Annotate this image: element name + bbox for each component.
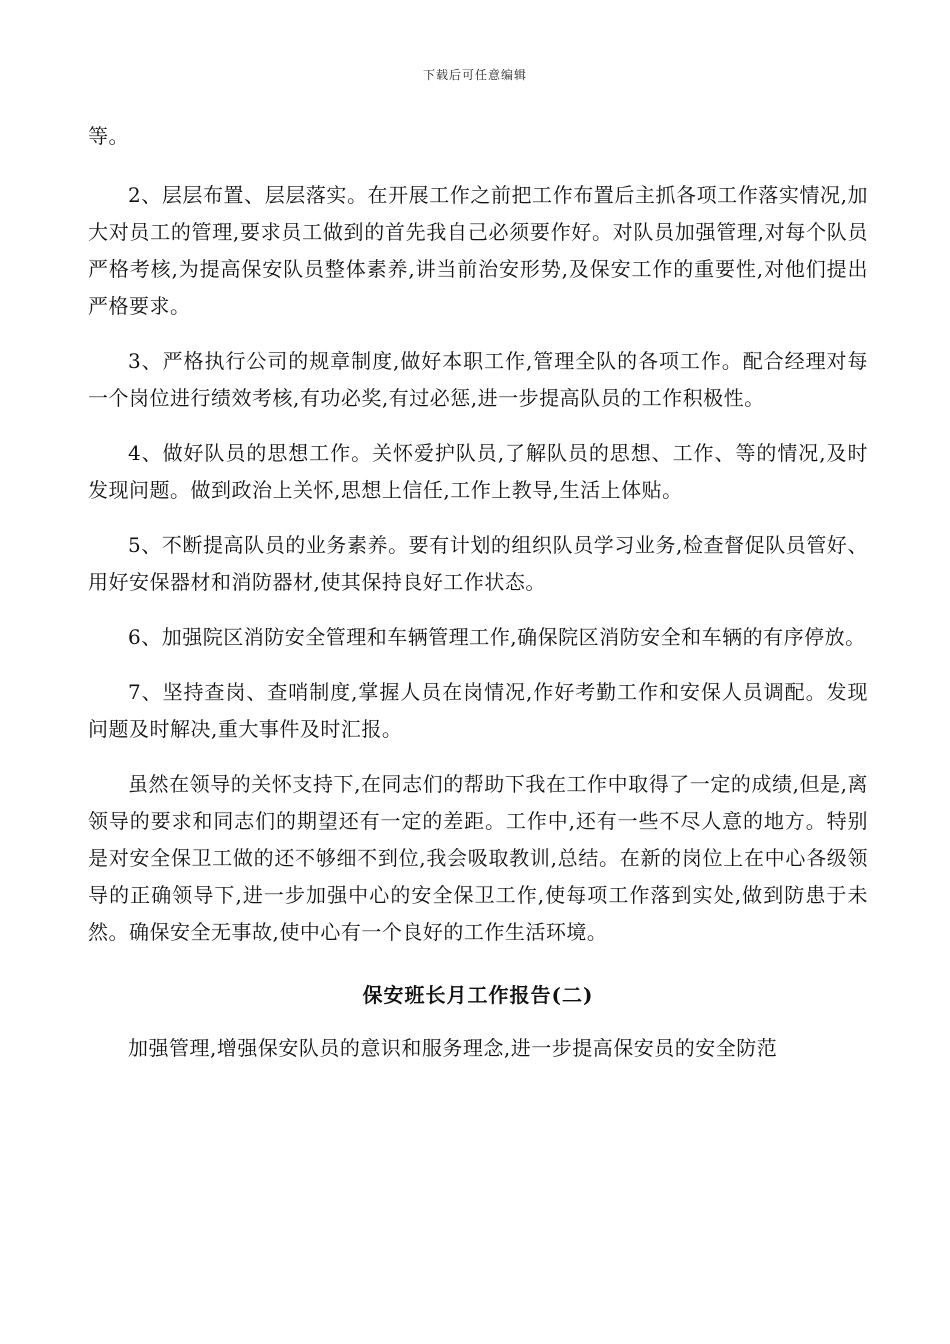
paragraph-item-4: 4、做好队员的思想工作。关怀爱护队员,了解队员的思想、工作、等的情况,及时发现问题。做到政治上关怀,思想上信任,工作上教导,生活上体贴。	[88, 441, 868, 502]
paragraph-item-7: 7、坚持查岗、查哨制度,掌握人员在岗情况,作好考勤工作和安保人员调配。发现问题及时解决,重大事件及时汇报。	[88, 680, 868, 741]
section-title: 保安班长月工作报告(二)	[362, 983, 594, 1007]
page-header: 下载后可任意编辑	[422, 68, 527, 82]
paragraph-item-6: 6、加强院区消防安全管理和车辆管理工作,确保院区消防安全和车辆的有序停放。	[128, 625, 866, 649]
paragraph-item-5: 5、不断提高队员的业务素养。要有计划的组织队员学习业务,检查督促队员管好、用好安保器材和消防器材,使其保持良好工作状态。	[88, 533, 868, 594]
paragraph-item-2: 2、层层布置、层层落实。在开展工作之前把工作布置后主抓各项工作落实情况,加大对员工的管理,要求员工做到的首先我自己必须要作好。对队员加强管理,对每个队员严格考核,为提高保安队员整体素养,讲当前治安形势,及保安工作的重要性,对他们提出严格要求。	[88, 183, 868, 318]
paragraph-section-intro: 加强管理,增强保安队员的意识和服务理念,进一步提高保安员的安全防范	[128, 1036, 778, 1060]
paragraph-continuation: 等。	[88, 124, 129, 148]
paragraph-summary: 虽然在领导的关怀支持下,在同志们的帮助下我在工作中取得了一定的成绩,但是,离领导的要求和同志们的期望还有一定的差距。工作中,还有一些不尽人意的地方。特别是对安全保卫工做的还不够细不到位,我会吸取教训,总结。在新的岗位上在中心各级领导的正确领导下,进一步加强中心的安全保卫工作,使每项工作落到实处,做到防患于未然。确保安全无事故,使中心有一个良好的工作生活环境。	[88, 772, 868, 944]
paragraph-item-3: 3、严格执行公司的规章制度,做好本职工作,管理全队的各项工作。配合经理对每一个岗位进行绩效考核,有功必奖,有过必惩,进一步提高队员的工作积极性。	[88, 349, 868, 410]
document-body	[88, 118, 868, 1085]
